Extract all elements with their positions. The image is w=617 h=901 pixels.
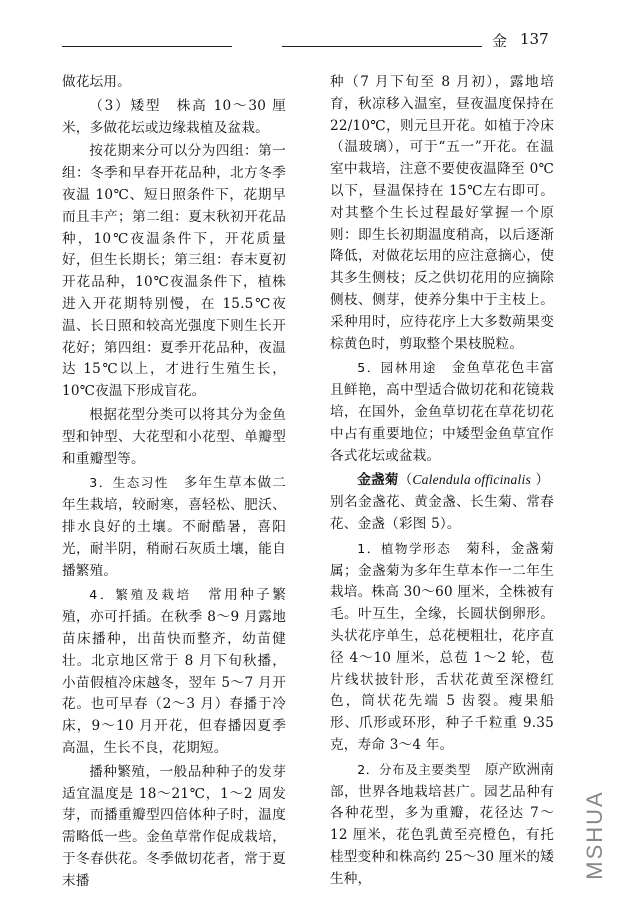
running-title: 金 <box>492 32 508 50</box>
section-label: 3．生态习性 <box>89 475 169 491</box>
page-number: 137 <box>520 30 549 48</box>
paragraph-text: 根据花型分类可以将其分为金鱼型和钟型、大花型和小花型、单瓣型和重瓣型等。 <box>62 406 286 467</box>
paragraph-text: 原产欧洲南部，世界各地栽培甚广。园艺品种有各种花型，多为重瓣，花径达 7～12 厘米，花色乳黄至亮橙色，有托桂型变种和株高约 25～30 厘米的矮生种， <box>330 761 554 887</box>
paragraph <box>62 72 286 94</box>
paragraph <box>330 72 554 355</box>
paragraph-text: 播种繁殖，一般品种种子的发芽适宜温度是 18～21℃，1～2 周发芽，而播重瓣型四倍体种子时，温度需略低一些。金鱼草常作促成栽培，于冬春供花。冬季做切花者，常于夏末播 <box>62 763 286 889</box>
paragraph-text: 按花期来分可以分为四组：第一组：冬季和早春开花品种，北方冬季夜温 10℃、短日照条件下，花期早而且丰产；第二组：夏末秋初开花品种，10℃夜温条件下，开花质量好，但生长期长；第三组：春末夏初开花品种，10℃夜温条件下，植株进入开花期特别慢，在 15.5℃夜温、长日照和较高光强度下则生长开花好；第四组：夏季开花品种，夜温达 15℃以上，才进行生殖生长，10℃夜温下形成盲花。 <box>62 143 286 400</box>
paragraph <box>62 405 286 470</box>
paragraph <box>62 141 286 403</box>
paragraph <box>62 96 286 140</box>
header-rule-right <box>282 46 482 47</box>
paragraph-text: 别名金盏花、黄金盏、长生菊、常春花、金盏（彩图 5）。 <box>330 494 554 532</box>
running-header <box>62 26 562 54</box>
left-column <box>62 72 286 892</box>
section-label: 5．园林用途 <box>357 360 437 376</box>
paragraph-text: 多年生草本做二年生栽培，较耐寒，喜轻松、肥沃、排水良好的土壤。不耐酷暑，喜阳光，耐半阴，稍耐石灰质土壤，能自播繁殖。 <box>62 475 286 579</box>
paragraph-text: 菊科，金盏菊属；金盏菊为多年生草本作一二年生栽培。株高 30～60 厘米，全株被有毛。叶互生，全缘，长圆状倒卵形。头状花序单生，总花梗粗壮，花序直径 4～10 厘米，总苞 1～2 轮，苞片线状披针形，舌状花黄至深橙红色，筒状花先端 5 齿裂。瘦果船形、爪形或环形，种子千粒重 9.35 克，寿命 3～4 年。 <box>330 540 555 753</box>
paragraph <box>330 538 554 757</box>
latin-name: Calendula officinalis <box>412 472 531 488</box>
species-heading: 金盏菊 <box>357 472 399 489</box>
paragraph: 金盏菊（Calendula officinalis ） <box>357 472 550 489</box>
paragraph <box>330 357 554 467</box>
paragraph <box>330 759 554 891</box>
paragraph <box>62 584 286 759</box>
paragraph <box>62 472 286 582</box>
paragraph-text: 做花坛用。 <box>62 74 131 90</box>
watermark-text: MSHUA <box>582 790 607 880</box>
section-label: 4．繁殖及栽培 <box>89 587 193 603</box>
header-rule-left <box>62 46 232 47</box>
section-label: 1．植物学形态 <box>357 540 452 556</box>
watermark <box>578 780 612 890</box>
section-label: 2．分布及主要类型 <box>357 761 471 777</box>
paragraph-text: 常用种子繁殖，亦可扦插。在秋季 8～9 月露地苗床播种，出苗快而整齐，幼苗健壮。北京地区常于 8 月下旬秋播，小苗假植冷床越冬，翌年 5～7 月开花。也可早春（2～3 月）春播于冷床，9～10 月开花，但春播因夏季高温，生长不良，花期短。 <box>62 587 286 756</box>
paragraph-text: 种（7 月下旬至 8 月初），露地培育，秋凉移入温室，昼夜温度保持在 22/10℃，则元旦开花。如植于冷床（温玻璃），可于“五一”开花。在温室中栽培，注意不要使夜温降至 0℃以下，昼温保持在 15℃左右即可。对其整个生长过程最好掌握一个原则：即生长初期温度稍高，以后逐渐降低，对做花坛用的应注意摘心，使其多生侧枝；反之供切花用的应摘除侧枝、侧芽，使养分集中于主枝上。采种用时，应待花序上大多数蒴果变棕黄色时，剪取整个果枝脱粒。 <box>330 74 554 352</box>
paragraph-text: （3）矮型 株高 10～30 厘米，多做花坛或边缘栽植及盆栽。 <box>62 97 286 136</box>
paragraph <box>330 492 554 536</box>
right-column <box>330 72 554 890</box>
paragraph-text: 金鱼草花色丰富且鲜艳，高中型适合做切花和花镜栽培，在国外，金鱼草切花在草花切花中占有重要地位；中矮型金鱼草宜作各式花坛或盆栽。 <box>330 360 554 464</box>
paragraph <box>62 762 286 893</box>
